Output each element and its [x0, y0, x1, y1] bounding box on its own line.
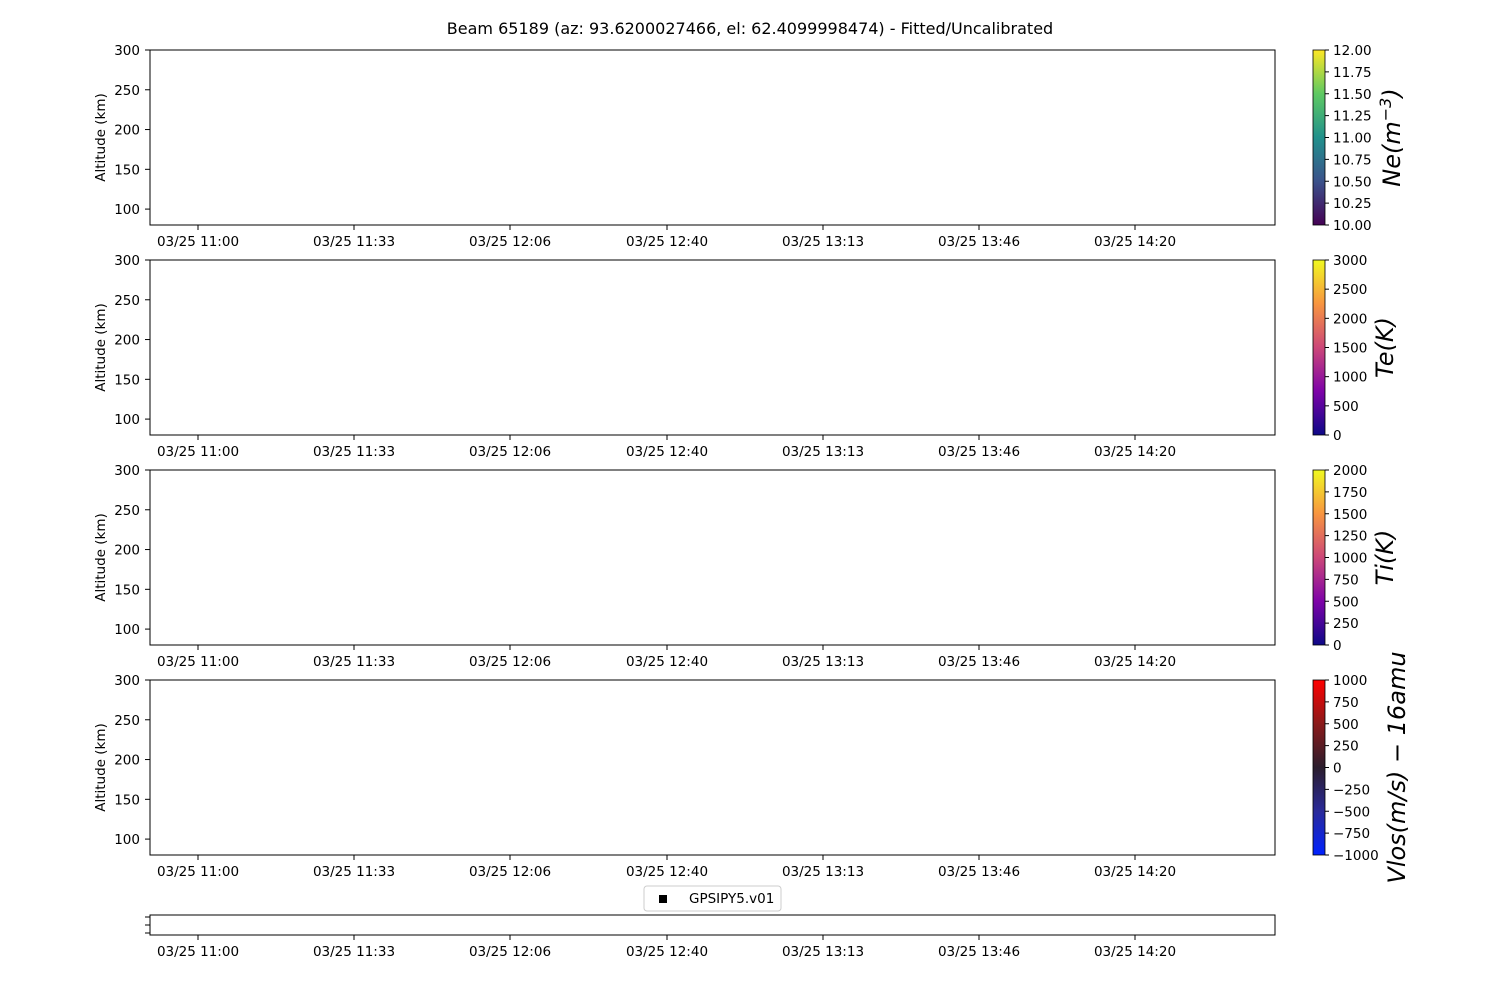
ne-ytick-label: 300	[114, 43, 140, 59]
ne-xtick-label: 03/25 13:13	[781, 234, 865, 250]
te-colorbar	[1313, 260, 1325, 435]
vlos-ytick-label: 300	[114, 673, 140, 689]
ti-cbtick-label: 1250	[1333, 528, 1368, 545]
ne-xtick-label: 03/25 12:06	[468, 234, 552, 250]
vlos-axes-frame	[150, 680, 1275, 855]
vlos-xtick-label: 03/25 13:13	[781, 864, 865, 880]
te-ytick-label: 200	[114, 332, 140, 349]
ne-cbtick-label: 11.00	[1333, 130, 1372, 147]
figure-title: Beam 65189 (az: 93.6200027466, el: 62.4099998474) - Fitted/Uncalibrated	[446, 19, 1054, 38]
panel-ne	[93, 43, 1406, 250]
ne-cbtick-label: 10.50	[1333, 174, 1372, 191]
ti-xtick-label: 03/25 12:06	[468, 654, 552, 670]
ne-xtick-label: 03/25 14:20	[1093, 234, 1177, 250]
ti-ytick-label: 150	[114, 582, 140, 599]
gps-xtick-label: 03/25 13:46	[937, 944, 1021, 960]
ne-xtick-label: 03/25 12:40	[625, 234, 709, 250]
ne-cbtick-label: 12.00	[1333, 43, 1372, 59]
panel-gps	[145, 886, 1275, 960]
panel-vlos	[93, 651, 1411, 883]
te-xtick-label: 03/25 14:20	[1093, 444, 1177, 460]
ne-ytick-label: 200	[114, 122, 140, 139]
ti-cbtick-label: 250	[1333, 616, 1359, 633]
ti-colorbar-label: Ti(K)	[1371, 529, 1399, 586]
ti-cbtick-label: 0	[1333, 638, 1342, 654]
ne-xtick-label: 03/25 11:00	[156, 234, 240, 250]
ne-ylabel: Altitude (km)	[93, 93, 109, 182]
ti-cbtick-label: 500	[1333, 594, 1359, 611]
ne-cbtick-label: 11.75	[1333, 64, 1372, 81]
gps-axes-frame	[150, 915, 1275, 935]
vlos-cbtick-label: 1000	[1333, 673, 1368, 689]
ti-xtick-label: 03/25 11:00	[156, 654, 240, 670]
panel-te	[93, 253, 1399, 460]
te-cbtick-label: 1500	[1333, 340, 1368, 357]
gps-legend	[644, 886, 781, 911]
panel-ti	[93, 463, 1399, 670]
vlos-cbtick-label: 250	[1333, 738, 1359, 755]
ti-xtick-label: 03/25 13:13	[781, 654, 865, 670]
te-ytick-label: 150	[114, 372, 140, 389]
te-cbtick-label: 0	[1333, 428, 1342, 444]
vlos-cbtick-label: −750	[1333, 826, 1371, 843]
ti-ylabel: Altitude (km)	[93, 513, 109, 602]
ne-colorbar-label: $Ne(m^{-3})$	[1375, 88, 1406, 187]
ne-cbtick-label: 11.25	[1333, 108, 1372, 125]
gps-xtick-label: 03/25 12:40	[625, 944, 709, 960]
te-xtick-label: 03/25 12:06	[468, 444, 552, 460]
ti-cbtick-label: 1000	[1333, 550, 1368, 567]
te-cbtick-label: 2500	[1333, 282, 1368, 299]
ne-ytick-label: 150	[114, 162, 140, 179]
vlos-cbtick-label: 500	[1333, 716, 1359, 733]
te-ytick-label: 250	[114, 292, 140, 309]
ne-xtick-label: 03/25 11:33	[312, 234, 396, 250]
te-xtick-label: 03/25 13:46	[937, 444, 1021, 460]
ti-ytick-label: 250	[114, 502, 140, 519]
ne-xtick-label: 03/25 13:46	[937, 234, 1021, 250]
vlos-xtick-label: 03/25 12:06	[468, 864, 552, 880]
ti-xtick-label: 03/25 12:40	[625, 654, 709, 670]
vlos-cbtick-label: −250	[1333, 782, 1371, 799]
te-ylabel: Altitude (km)	[93, 303, 109, 392]
vlos-cbtick-label: −1000	[1333, 848, 1379, 864]
ti-colorbar	[1313, 470, 1325, 645]
vlos-xtick-label: 03/25 14:20	[1093, 864, 1177, 880]
vlos-ytick-label: 250	[114, 712, 140, 729]
vlos-xtick-label: 03/25 11:33	[312, 864, 396, 880]
ti-xtick-label: 03/25 11:33	[312, 654, 396, 670]
ne-ytick-label: 100	[114, 202, 140, 219]
gps-xtick-label: 03/25 14:20	[1093, 944, 1177, 960]
te-xtick-label: 03/25 11:33	[312, 444, 396, 460]
te-xtick-label: 03/25 13:13	[781, 444, 865, 460]
te-ytick-label: 100	[114, 412, 140, 429]
ti-ytick-label: 200	[114, 542, 140, 559]
ne-cbtick-label: 10.75	[1333, 152, 1372, 169]
vlos-colorbar-label: Vlos(m/s) − 16amu	[1383, 651, 1411, 884]
ti-ytick-label: 100	[114, 622, 140, 639]
ne-cbtick-label: 11.50	[1333, 86, 1372, 103]
te-cbtick-label: 3000	[1333, 253, 1368, 269]
gps-xtick-label: 03/25 11:00	[156, 944, 240, 960]
te-axes-frame	[150, 260, 1275, 435]
ti-axes-frame	[150, 470, 1275, 645]
vlos-xtick-label: 03/25 12:40	[625, 864, 709, 880]
ti-cbtick-label: 2000	[1333, 463, 1368, 479]
ne-ytick-label: 250	[114, 82, 140, 99]
ne-colorbar	[1313, 50, 1325, 225]
gps-xtick-label: 03/25 13:13	[781, 944, 865, 960]
te-colorbar-label: Te(K)	[1371, 317, 1399, 378]
legend-label: GPSIPY5.v01	[689, 891, 775, 907]
ti-cbtick-label: 750	[1333, 572, 1359, 589]
ne-axes-frame	[150, 50, 1275, 225]
gps-xtick-label: 03/25 11:33	[312, 944, 396, 960]
vlos-xtick-label: 03/25 13:46	[937, 864, 1021, 880]
ti-cbtick-label: 1500	[1333, 506, 1368, 523]
ne-cbtick-label: 10.25	[1333, 196, 1372, 213]
te-cbtick-label: 2000	[1333, 311, 1368, 328]
ne-cbtick-label: 10.00	[1333, 218, 1372, 234]
te-ytick-label: 300	[114, 253, 140, 269]
te-xtick-label: 03/25 11:00	[156, 444, 240, 460]
vlos-xtick-label: 03/25 11:00	[156, 864, 240, 880]
panels	[93, 43, 1411, 960]
vlos-ytick-label: 150	[114, 792, 140, 809]
ti-xtick-label: 03/25 13:46	[937, 654, 1021, 670]
vlos-colorbar	[1313, 680, 1325, 855]
ti-xtick-label: 03/25 14:20	[1093, 654, 1177, 670]
te-xtick-label: 03/25 12:40	[625, 444, 709, 460]
ti-ytick-label: 300	[114, 463, 140, 479]
te-cbtick-label: 1000	[1333, 369, 1368, 386]
vlos-ytick-label: 100	[114, 832, 140, 849]
te-cbtick-label: 500	[1333, 398, 1359, 415]
vlos-cbtick-label: 0	[1333, 760, 1342, 777]
gps-xtick-label: 03/25 12:06	[468, 944, 552, 960]
vlos-ytick-label: 200	[114, 752, 140, 769]
ti-cbtick-label: 1750	[1333, 484, 1368, 501]
vlos-cbtick-label: 750	[1333, 694, 1359, 711]
vlos-cbtick-label: −500	[1333, 804, 1371, 821]
legend-marker-icon	[659, 895, 667, 903]
vlos-ylabel: Altitude (km)	[93, 723, 109, 812]
